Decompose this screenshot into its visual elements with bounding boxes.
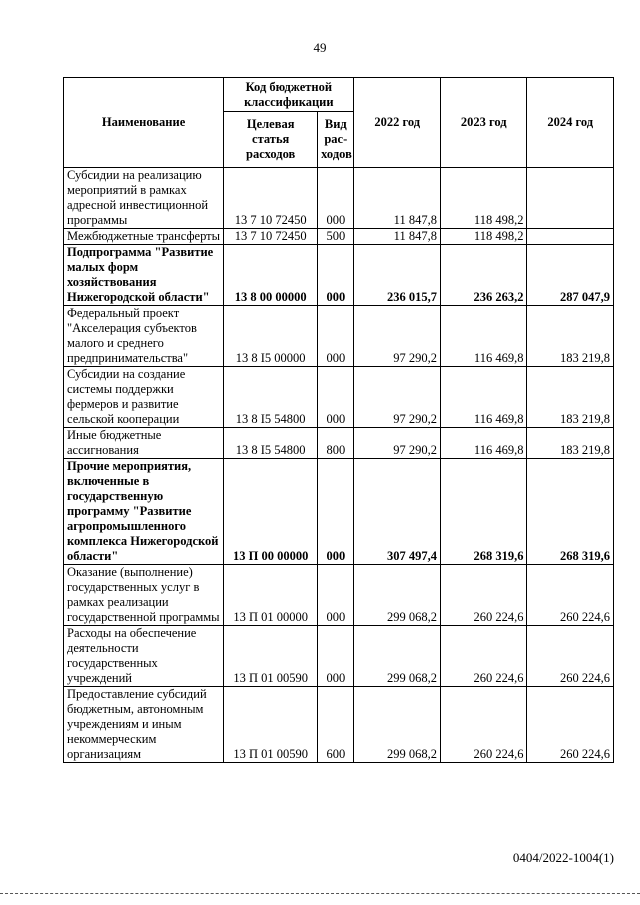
row-name-cell: Межбюджетные трансферты — [64, 229, 224, 245]
row-name-cell: Подпрограмма "Развитие малых форм хозяйствования Нижегородской области" — [64, 245, 224, 306]
row-2023-cell: 116 469,8 — [440, 428, 527, 459]
header-code-group: Код бюджетной классификации — [224, 78, 354, 112]
row-expense-kind-cell: 000 — [318, 367, 354, 428]
row-name-cell: Предоставление субсидий бюджетным, автономным учреждениям и иным некоммерческим организациям — [64, 687, 224, 763]
table-row — [64, 428, 614, 459]
row-2023-cell: 260 224,6 — [440, 565, 527, 626]
row-2024-cell: 183 219,8 — [527, 306, 614, 367]
row-2024-cell: 183 219,8 — [527, 428, 614, 459]
row-2024-cell — [527, 168, 614, 229]
header-name: Наименование — [64, 78, 224, 168]
table-row — [64, 626, 614, 687]
table-row — [64, 229, 614, 245]
row-2023-cell: 116 469,8 — [440, 306, 527, 367]
row-2024-cell — [527, 229, 614, 245]
row-expense-kind-cell: 000 — [318, 459, 354, 565]
row-target-article-cell: 13 П 00 00000 — [224, 459, 318, 565]
row-2024-cell: 287 047,9 — [527, 245, 614, 306]
document-code: 0404/2022-1004(1) — [512, 850, 614, 865]
row-2023-cell: 118 498,2 — [440, 229, 527, 245]
row-2022-cell: 97 290,2 — [354, 306, 441, 367]
row-2023-cell: 260 224,6 — [440, 687, 527, 763]
row-name-cell: Субсидии на реализацию мероприятий в рамках адресной инвестиционной программы — [64, 168, 224, 229]
row-name-cell: Иные бюджетные ассигнования — [64, 428, 224, 459]
row-2022-cell: 11 847,8 — [354, 229, 441, 245]
row-2022-cell: 299 068,2 — [354, 687, 441, 763]
row-2024-cell: 183 219,8 — [527, 367, 614, 428]
row-2024-cell: 260 224,6 — [527, 565, 614, 626]
row-2023-cell: 116 469,8 — [440, 367, 527, 428]
row-expense-kind-cell: 500 — [318, 229, 354, 245]
row-2022-cell: 299 068,2 — [354, 626, 441, 687]
row-expense-kind-cell: 000 — [318, 168, 354, 229]
row-2023-cell: 268 319,6 — [440, 459, 527, 565]
row-expense-kind-cell: 600 — [318, 687, 354, 763]
table-row — [64, 459, 614, 565]
row-name-cell: Оказание (выполнение) государственных услуг в рамках реализации государственной программы — [64, 565, 224, 626]
row-target-article-cell: 13 8 00 00000 — [224, 245, 318, 306]
row-2024-cell: 260 224,6 — [527, 687, 614, 763]
row-2024-cell: 268 319,6 — [527, 459, 614, 565]
row-2022-cell: 97 290,2 — [354, 367, 441, 428]
table-row — [64, 306, 614, 367]
row-2022-cell: 11 847,8 — [354, 168, 441, 229]
row-name-cell: Федеральный проект "Акселерация субъектов малого и среднего предпринимательства" — [64, 306, 224, 367]
row-target-article-cell: 13 8 I5 54800 — [224, 367, 318, 428]
row-expense-kind-cell: 000 — [318, 565, 354, 626]
header-target-article: Целевая статья расходов — [224, 112, 318, 168]
table-row — [64, 168, 614, 229]
row-2023-cell: 118 498,2 — [440, 168, 527, 229]
row-target-article-cell: 13 П 01 00590 — [224, 687, 318, 763]
row-2023-cell: 260 224,6 — [440, 626, 527, 687]
row-expense-kind-cell: 000 — [318, 245, 354, 306]
row-2022-cell: 299 068,2 — [354, 565, 441, 626]
header-expense-kind: Вид рас-ходов — [318, 112, 354, 168]
table-row — [64, 565, 614, 626]
row-expense-kind-cell: 000 — [318, 626, 354, 687]
row-expense-kind-cell: 800 — [318, 428, 354, 459]
row-name-cell: Субсидии на создание системы поддержки фермеров и развитие сельской кооперации — [64, 367, 224, 428]
table-row — [64, 245, 614, 306]
row-target-article-cell: 13 7 10 72450 — [224, 229, 318, 245]
row-2024-cell: 260 224,6 — [527, 626, 614, 687]
row-2022-cell: 97 290,2 — [354, 428, 441, 459]
row-name-cell: Расходы на обеспечение деятельности государственных учреждений — [64, 626, 224, 687]
header-2022: 2022 год — [354, 78, 441, 168]
table-row — [64, 367, 614, 428]
row-2022-cell: 307 497,4 — [354, 459, 441, 565]
page-bottom-rule — [0, 893, 640, 894]
budget-table — [63, 77, 614, 763]
row-expense-kind-cell: 000 — [318, 306, 354, 367]
row-2023-cell: 236 263,2 — [440, 245, 527, 306]
row-target-article-cell: 13 П 01 00000 — [224, 565, 318, 626]
row-target-article-cell: 13 7 10 72450 — [224, 168, 318, 229]
row-target-article-cell: 13 8 I5 00000 — [224, 306, 318, 367]
row-2022-cell: 236 015,7 — [354, 245, 441, 306]
row-target-article-cell: 13 8 I5 54800 — [224, 428, 318, 459]
header-2024: 2024 год — [527, 78, 614, 168]
row-target-article-cell: 13 П 01 00590 — [224, 626, 318, 687]
header-2023: 2023 год — [440, 78, 527, 168]
row-name-cell: Прочие мероприятия, включенные в государственную программу "Развитие агропромышленного комплекса Нижегородской области" — [64, 459, 224, 565]
page-number: 49 — [313, 40, 327, 55]
table-row — [64, 687, 614, 763]
